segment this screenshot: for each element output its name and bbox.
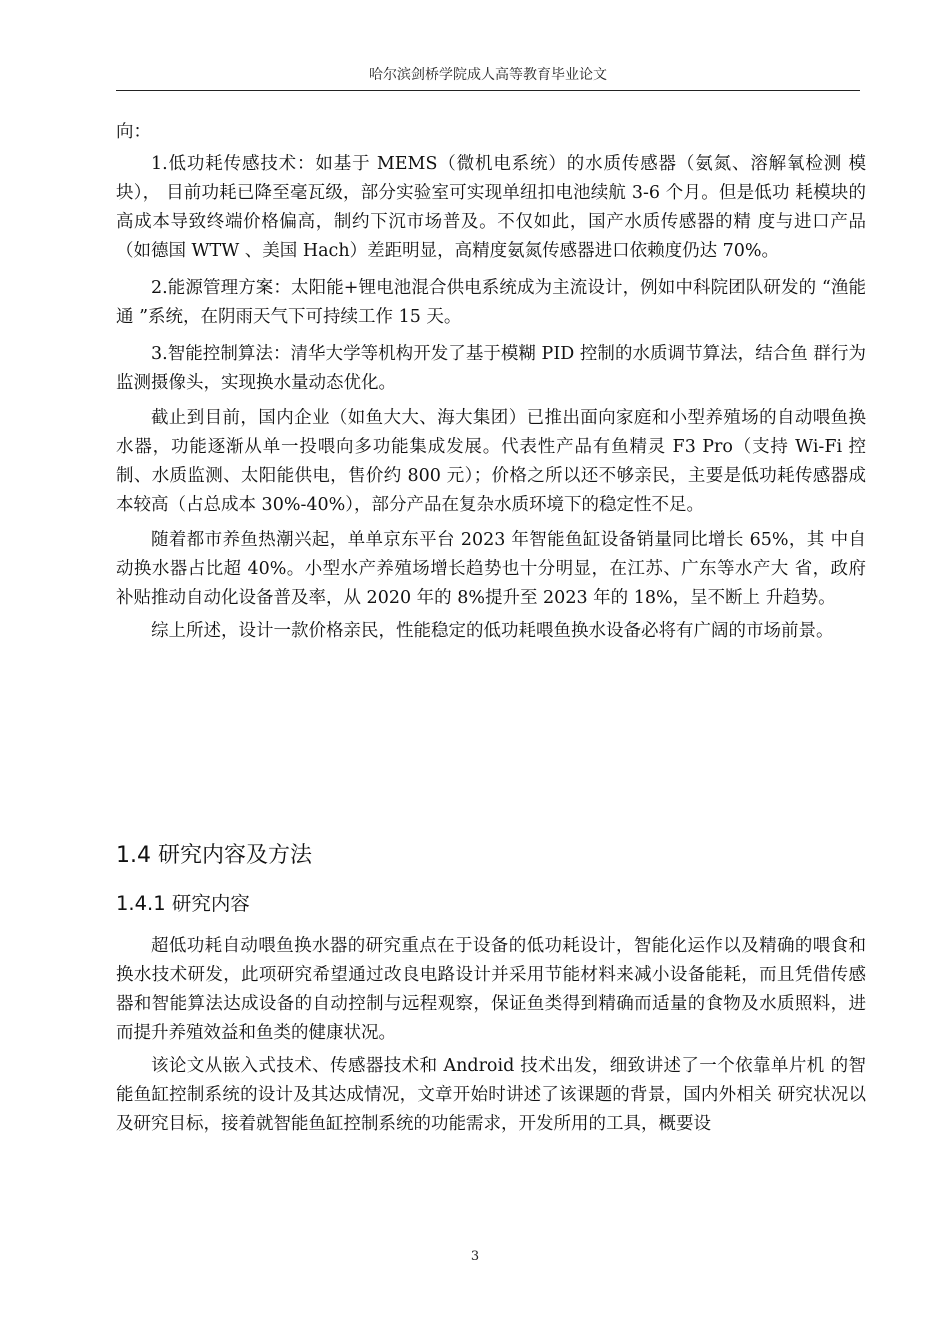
body-block-1 <box>116 118 866 646</box>
paragraph-thesis-overview: 该论文从嵌入式技术、传感器技术和 Android 技术出发，细致讲述了一个依靠单片机 的智能鱼缸控制系统的设计及其达成情况，文章开始时讲述了该课题的背景，国内外相关 研究状况以及研究目标，接着就智能鱼缸控制系统的功能需求，开发所用的工具，概要设 <box>116 1056 866 1134</box>
page-header: 哈尔滨剑桥学院成人高等教育毕业论文 <box>116 66 860 91</box>
paragraph-domestic-products: 截止到目前，国内企业（如鱼大大、海大集团）已推出面向家庭和小型养殖场的自动喂鱼换水器，功能逐渐从单一投喂向多功能集成发展。代表性产品有鱼精灵 F3 Pro（支持 Wi-Fi 控制、水质监测、太阳能供电，售价约 800 元）；价格之所以还不够亲民，主要是低功耗传感器成本较高（占总成本 30%-40%），部分产品在复杂水质环境下的稳定性不足。 <box>116 408 866 515</box>
page-number: 3 <box>470 1249 480 1264</box>
subsection-heading: 1.4.1 研究内容 <box>116 892 250 915</box>
paragraph-continuation: 向： <box>116 122 151 142</box>
paragraph-market-trend: 随着都市养鱼热潮兴起，单单京东平台 2023 年智能鱼缸设备销量同比增长 65%，其 中自动换水器占比超 40%。小型水产养殖场增长趋势也十分明显，在江苏、广东等水产大 省，政府补贴推动自动化设备普及率，从 2020 年的 8%提升至 2023 年的 18%，呈不断上 升趋势。 <box>116 530 866 608</box>
paragraph-low-power-sensing: 1.低功耗传感技术：如基于 MEMS（微机电系统）的水质传感器（氨氮、溶解氧检测 模块）， 目前功耗已降至毫瓦级，部分实验室可实现单纽扣电池续航 3-6 个月。但是低功 耗模块的高成本导致终端价格偏高，制约下沉市场普及。不仅如此，国产水质传感器的精 度与进口产品（如德国 WTW 、美国 Hach）差距明显，高精度氨氮传感器进口依赖度仍达 70%。 <box>116 154 866 261</box>
section-heading: 1.4 研究内容及方法 <box>116 843 312 868</box>
paragraph-summary: 综上所述，设计一款价格亲民，性能稳定的低功耗喂鱼换水设备必将有广阔的市场前景。 <box>151 621 834 641</box>
paragraph-energy-management: 2.能源管理方案：太阳能+锂电池混合供电系统成为主流设计，例如中科院团队研发的 “渔能通 ”系统，在阴雨天气下可持续工作 15 天。 <box>116 278 866 327</box>
paragraph-smart-control: 3.智能控制算法：清华大学等机构开发了基于模糊 PID 控制的水质调节算法，结合鱼 群行为监测摄像头，实现换水量动态优化。 <box>116 344 866 393</box>
paragraph-research-focus: 超低功耗自动喂鱼换水器的研究重点在于设备的低功耗设计，智能化运作以及精确的喂食和换水技术研发，此项研究希望通过改良电路设计并采用节能材料来减小设备能耗，而且凭借传感器和智能算法达成设备的自动控制与远程观察，保证鱼类得到精确而适量的食物及水质照料，进而提升养殖效益和鱼类的健康状况。 <box>116 936 866 1043</box>
body-block-2 <box>116 932 866 1139</box>
